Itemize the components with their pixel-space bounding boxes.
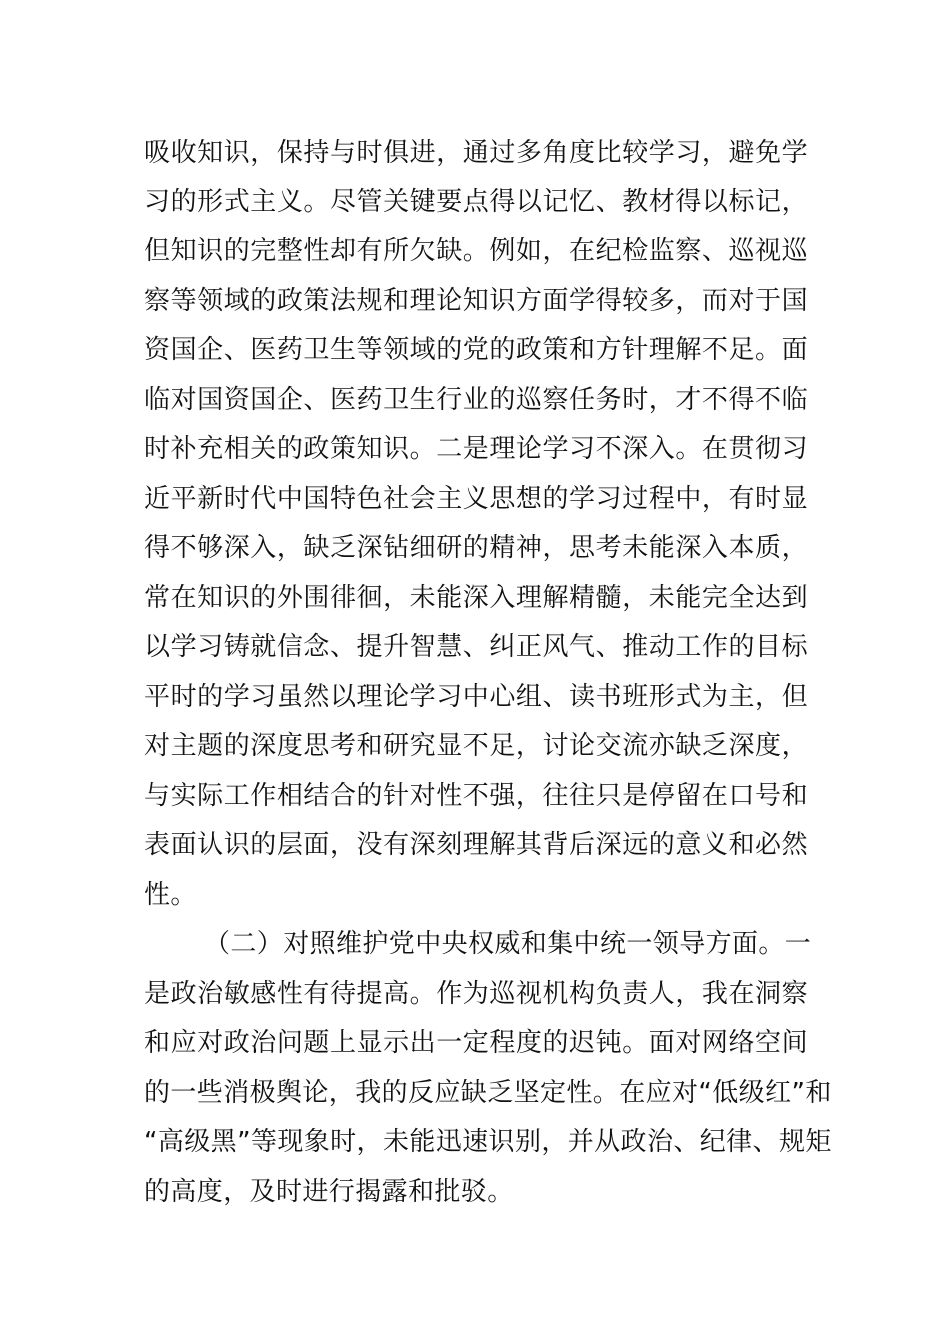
text-line: 习的形式主义。尽管关键要点得以记忆、教材得以标记， — [144, 187, 808, 217]
text-line: 近平新时代中国特色社会主义思想的学习过程中，有时显 — [144, 484, 808, 514]
text-line: 以学习铸就信念、提升智慧、纠正风气、推动工作的目标 — [144, 632, 808, 662]
text-line: 吸收知识，保持与时俱进，通过多角度比较学习，避免学 — [144, 138, 808, 168]
text-line: “高级黑”等现象时，未能迅速识别，并从政治、纪律、规矩 — [144, 1127, 832, 1157]
text-line: 和应对政治问题上显示出一定程度的迟钝。面对网络空间 — [144, 1028, 808, 1058]
text-line: 是政治敏感性有待提高。作为巡视机构负责人，我在洞察 — [144, 979, 808, 1009]
section-heading-line: （二）对照维护党中央权威和集中统一领导方面。一 — [204, 929, 812, 959]
text-line: 对主题的深度思考和研究显不足，讨论交流亦缺乏深度， — [144, 731, 808, 761]
text-line: 表面认识的层面，没有深刻理解其背后深远的意义和必然 — [144, 830, 808, 860]
text-line: 但知识的完整性却有所欠缺。例如，在纪检监察、巡视巡 — [144, 236, 808, 266]
text-line: 得不够深入，缺乏深钻细研的精神，思考未能深入本质， — [144, 533, 808, 563]
text-line: 常在知识的外围徘徊，未能深入理解精髓，未能完全达到 — [144, 583, 808, 613]
text-line: 的高度，及时进行揭露和批驳。 — [144, 1177, 514, 1207]
text-line: 平时的学习虽然以理论学习中心组、读书班形式为主，但 — [144, 682, 808, 712]
text-line: 与实际工作相结合的针对性不强，往往只是停留在口号和 — [144, 781, 808, 811]
text-line: 资国企、医药卫生等领域的党的政策和方针理解不足。面 — [144, 335, 808, 365]
text-line: 的一些消极舆论，我的反应缺乏坚定性。在应对“低级红”和 — [144, 1078, 832, 1108]
text-line: 性。 — [144, 880, 197, 910]
text-line: 临对国资国企、医药卫生行业的巡察任务时，才不得不临 — [144, 385, 808, 415]
text-line: 时补充相关的政策知识。二是理论学习不深入。在贯彻习 — [144, 434, 808, 464]
text-line: 察等领域的政策法规和理论知识方面学得较多，而对于国 — [144, 286, 808, 316]
